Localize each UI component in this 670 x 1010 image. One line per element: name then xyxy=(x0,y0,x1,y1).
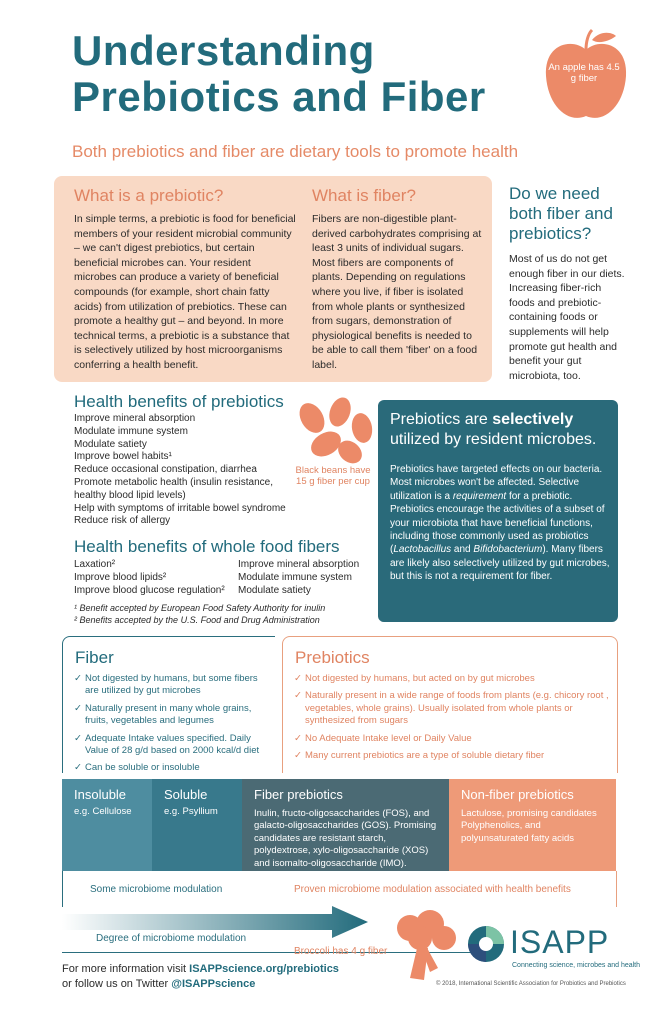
black-beans-icon xyxy=(290,396,376,466)
category-example: e.g. Psyllium xyxy=(164,806,218,817)
list-item: Improve mineral absorption xyxy=(74,413,196,424)
check-icon: ✓ xyxy=(294,750,302,762)
list-item: ✓ Not digested by humans, but acted on by gut microbes xyxy=(294,673,535,684)
page-subtitle: Both prebiotics and fiber are dietary tools to promote health xyxy=(72,142,519,161)
twitter-link[interactable]: @ISAPPscience xyxy=(171,978,256,990)
page-title: Understanding Prebiotics and Fiber xyxy=(72,27,486,120)
isapp-tagline: Connecting science, microbes and health xyxy=(512,962,641,969)
footnote-2: ² Benefits accepted by the U.S. Food and Drug Administration xyxy=(74,614,320,625)
list-item: Help with symptoms of irritable bowel syndrome xyxy=(74,502,286,514)
apple-fiber-note: An apple has 4.5 g fiber xyxy=(548,62,620,84)
broccoli-fiber-note: Broccoli has 4 g fiber xyxy=(294,946,388,957)
selective-body: Prebiotics have targeted effects on our bacteria. Most microbes won't be affected. Selective utilization is a requirement for a prebiotic. Prebiotics encourage the activities of a subset of your microbiota that have beneficial functions, including those commonly used as probiotics (Lactobacillus and Bifidobacterium). Many fibers are likely also selectively utilized by gut microbes, but this is not a requirement for fiber. xyxy=(390,464,610,583)
fiber-benefits-col2 xyxy=(238,559,378,597)
list-item: Laxation² xyxy=(74,559,116,570)
check-icon: ✓ xyxy=(74,732,82,744)
beans-fiber-note: Black beans have 15 g fiber per cup xyxy=(295,465,371,487)
need-both-heading: Do we need both fiber and prebiotics? xyxy=(509,184,613,243)
category-non-fiber-prebiotics xyxy=(449,779,616,871)
list-item: ✓ Adequate Intake values specified. Daily Value of 28 g/d based on 2000 kcal/d diet xyxy=(74,732,260,757)
list-item: Improve blood glucose regulation² xyxy=(74,584,225,596)
fiber-benefits-col1 xyxy=(74,559,244,597)
list-item: Reduce risk of allergy xyxy=(74,515,171,527)
list-item: Improve blood lipids² xyxy=(74,571,167,583)
check-icon: ✓ xyxy=(294,732,302,744)
prebiotics-checklist xyxy=(294,673,612,767)
fiber-definition: Fibers are non-digestible plant-derived carbohydrates comprising at least 3 units of individual sugars. Most fibers are components of plants. Depending on regulations where you live, if fiber is isolated from whole plants or synthesized from sugars, demonstration of physiological benefits is needed to be able to call them 'fiber' on a food label. xyxy=(312,213,482,371)
check-icon: ✓ xyxy=(74,673,82,684)
website-link[interactable]: ISAPPscience.org/prebiotics xyxy=(189,963,339,975)
category-body: Inulin, fructo-oligosaccharides (FOS), and galacto-oligosaccharides (GOS). Promising candidates are resistant starch, polydextrose, xylo-oligosaccharide (XOS) and isomalto-oligosaccharide (IMO). xyxy=(254,808,437,869)
copyright: © 2018, International Scientific Association for Probiotics and Prebiotics xyxy=(436,981,626,987)
list-item: Modulate immune system xyxy=(74,425,188,437)
prebiotic-definition: In simple terms, a prebiotic is food for beneficial members of your resident microbial community – we can't digest prebiotics, but certain beneficial microbes can. Your resident microbes can produce a variety of beneficial compounds (for example, short chain fatty acids) from utilization of prebiotics. These can promote a healthy gut – and beyond. In more technical terms, a prebiotic is a substance that is selectively utilized by host microorganisms conferring a health benefit. xyxy=(74,213,296,371)
degree-label: Degree of microbiome modulation xyxy=(96,933,247,944)
category-title: Soluble xyxy=(164,787,208,802)
proven-modulation-label: Proven microbiome modulation associated with health benefits xyxy=(294,884,571,895)
footer-links: For more information visit ISAPPscience.org/prebiotics or follow us on Twitter @ISAPPscience xyxy=(62,963,339,990)
fiber-checklist xyxy=(74,673,274,780)
category-body: Lactulose, promising candidates Polyphenolics, and polyunsaturated fatty acids xyxy=(461,808,597,844)
footnote-1: ¹ Benefit accepted by European Food Safety Authority for inulin xyxy=(74,603,326,613)
list-item: healthy blood lipid levels) xyxy=(74,489,186,501)
list-item: Reduce occasional constipation, diarrhea xyxy=(74,464,257,476)
fiber-benefits-heading: Health benefits of whole food fibers xyxy=(74,537,340,556)
list-item: ✓ Many current prebiotics are a type of soluble dietary fiber xyxy=(294,750,545,762)
check-icon: ✓ xyxy=(74,762,82,774)
category-title: Insoluble xyxy=(74,787,127,802)
need-both-body: Most of us do not get enough fiber in our diets. Increasing fiber-rich foods and prebiotic-containing foods or supplements will help promote gut health and benefit your gut microbiota, too. xyxy=(509,253,625,382)
isapp-logo-icon xyxy=(466,924,506,964)
list-item: Improve mineral absorption xyxy=(238,559,360,570)
list-item: ✓ Not digested by humans, but some fibers are utilized by gut microbes xyxy=(74,673,258,697)
selective-heading: Prebiotics are selectively utilized by resident microbes. xyxy=(390,411,597,448)
category-insoluble xyxy=(62,779,152,871)
category-fiber-prebiotics xyxy=(242,779,449,871)
prebiotic-benefits-list xyxy=(74,413,304,528)
broccoli-icon xyxy=(380,908,460,984)
check-icon: ✓ xyxy=(74,702,82,714)
fiber-box-title: Fiber xyxy=(75,648,114,667)
list-item: Promote metabolic health (insulin resistance, xyxy=(74,476,273,488)
category-example: e.g. Cellulose xyxy=(74,806,132,817)
some-modulation-label: Some microbiome modulation xyxy=(90,884,223,895)
prebiotic-heading: What is a prebiotic? xyxy=(74,186,224,205)
list-item: ✓ No Adequate Intake level or Daily Value xyxy=(294,732,472,744)
category-title: Non-fiber prebiotics xyxy=(461,787,574,802)
category-title: Fiber prebiotics xyxy=(254,787,343,802)
isapp-logo-text: ISAPP xyxy=(510,924,610,960)
list-item: Improve bowel habits¹ xyxy=(74,451,172,463)
list-item: Modulate immune system xyxy=(238,571,352,583)
prebiotic-benefits-heading: Health benefits of prebiotics xyxy=(74,392,284,411)
list-item: ✓ Naturally present in many whole grains, fruits, vegetables and legumes xyxy=(74,702,252,727)
list-item: ✓ Can be soluble or insoluble xyxy=(74,762,200,774)
check-icon: ✓ xyxy=(294,690,302,702)
list-item: Modulate satiety xyxy=(74,438,147,450)
category-soluble xyxy=(152,779,242,871)
list-item: Modulate satiety xyxy=(238,584,311,596)
fiber-heading: What is fiber? xyxy=(312,186,416,205)
list-item: ✓ Naturally present in a wide range of foods from plants (e.g. chicory root , vegetables, whole grains). Usually isolated from whole plants or synthesized from sugars xyxy=(294,690,609,727)
footnotes xyxy=(74,603,374,626)
prebiotics-box-title: Prebiotics xyxy=(295,648,370,667)
check-icon: ✓ xyxy=(294,673,302,684)
